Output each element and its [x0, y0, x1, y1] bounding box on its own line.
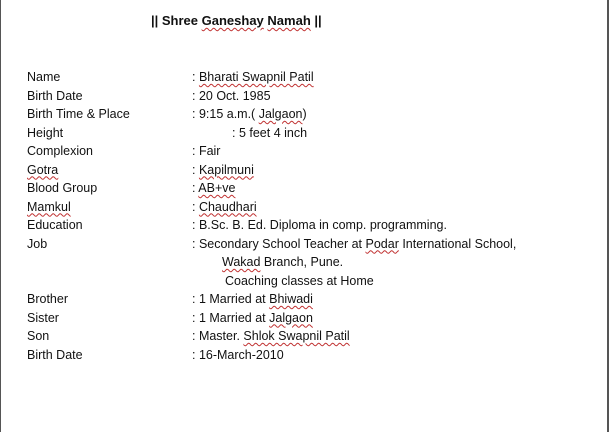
label-brother: Brother — [27, 292, 68, 306]
label-name: Name — [27, 70, 61, 84]
label-height: Height — [27, 125, 64, 140]
label-son-birth-date: Birth Date — [27, 347, 83, 362]
value-sister — [192, 309, 313, 328]
title-suffix: || — [310, 13, 322, 28]
value-brother-place: Bhiwadi — [269, 292, 313, 306]
value-birth-place: Jalgaon — [258, 107, 303, 121]
value-job-line1-prefix: : Secondary School Teacher at — [192, 236, 366, 251]
value-height: : 5 feet 4 inch — [232, 125, 308, 140]
title-word-namah: Namah — [267, 13, 311, 28]
value-job-line3: Coaching classes at Home — [225, 273, 374, 288]
value-gotra — [192, 161, 254, 180]
page-title — [151, 13, 322, 28]
value-blood-group-prefix: : — [192, 181, 199, 195]
value-job-school: Podar — [365, 236, 399, 251]
value-brother — [192, 290, 313, 309]
value-son-name: Shlok Swapnil Patil — [243, 329, 350, 343]
label-education: Education — [27, 218, 83, 232]
label-birth-date: Birth Date — [27, 88, 83, 103]
title-prefix: || Shree — [151, 13, 202, 28]
value-name — [192, 68, 314, 87]
label-birth-time-place: Birth Time & Place — [27, 107, 130, 121]
value-son — [192, 327, 350, 346]
value-blood-group — [192, 179, 235, 198]
value-birth-date: : 20 Oct. 1985 — [192, 88, 271, 103]
value-birth-time-place — [192, 105, 307, 124]
title-word-ganeshay: Ganeshay — [201, 13, 264, 28]
value-job-branch: Wakad — [222, 255, 261, 269]
value-job-line1 — [192, 235, 516, 254]
label-complexion: Complexion — [27, 144, 94, 158]
value-gotra-text: Kapilmuni — [198, 162, 254, 177]
value-mamkul — [192, 198, 257, 217]
label-gotra: Gotra — [27, 162, 59, 177]
label-mamkul: Mamkul — [27, 199, 71, 214]
value-education: : B.Sc. B. Ed. Diploma in comp. programming. — [192, 218, 447, 232]
label-sister: Sister — [27, 310, 59, 325]
label-son: Son — [27, 329, 50, 343]
value-birth-time-prefix: : 9:15 a.m.( — [192, 107, 259, 121]
value-job-line2 — [222, 253, 343, 272]
value-sister-place: Jalgaon — [269, 310, 313, 325]
value-blood-group-text: AB+ve — [198, 181, 236, 195]
value-job-line2-suffix: Branch, Pune. — [260, 255, 344, 269]
value-son-birth-date: : 16-March-2010 — [192, 347, 284, 362]
value-name-prefix: : — [192, 70, 199, 84]
value-job-line1-suffix: International School, — [398, 236, 517, 251]
label-blood-group: Blood Group — [27, 181, 98, 195]
value-son-prefix: : Master. — [192, 329, 244, 343]
label-job: Job — [27, 236, 48, 251]
value-complexion: : Fair — [192, 144, 221, 158]
value-sister-prefix: : 1 Married at — [192, 310, 270, 325]
value-mamkul-prefix: : — [192, 199, 199, 214]
value-brother-prefix: : 1 Married at — [192, 292, 270, 306]
value-mamkul-text: Chaudhari — [198, 199, 257, 214]
value-gotra-prefix: : — [192, 162, 199, 177]
value-name-text: Bharati Swapnil Patil — [198, 70, 314, 84]
value-birth-time-suffix: ) — [302, 107, 307, 121]
